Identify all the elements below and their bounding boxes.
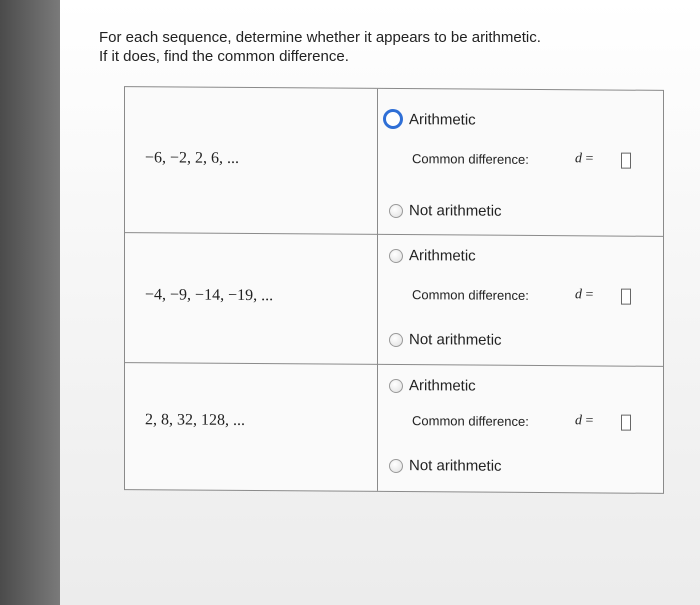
question-line-1: For each sequence, determine whether it appears to be arithmetic. bbox=[99, 29, 541, 46]
radio-button[interactable] bbox=[389, 248, 403, 262]
equals-sign: = bbox=[582, 413, 594, 429]
common-difference-label: Common difference: bbox=[412, 287, 529, 303]
d-equals-label bbox=[575, 413, 593, 429]
arithmetic-label: Arithmetic bbox=[409, 377, 476, 395]
d-variable: d bbox=[575, 413, 582, 429]
common-difference-label: Common difference: bbox=[412, 151, 529, 167]
radio-button[interactable] bbox=[389, 378, 403, 392]
sequence-text: −6, −2, 2, 6, ... bbox=[145, 149, 240, 167]
arithmetic-option[interactable] bbox=[389, 377, 476, 395]
sequence-text: −4, −9, −14, −19, ... bbox=[145, 286, 274, 305]
d-variable: d bbox=[575, 287, 582, 303]
equals-sign: = bbox=[582, 151, 594, 167]
not-arithmetic-label: Not arithmetic bbox=[409, 331, 502, 349]
not-arithmetic-option[interactable] bbox=[389, 202, 502, 220]
radio-button[interactable] bbox=[389, 203, 403, 217]
d-variable: d bbox=[575, 151, 582, 167]
table-row bbox=[125, 87, 663, 237]
d-equals-label bbox=[575, 151, 593, 167]
radio-button[interactable] bbox=[389, 458, 403, 472]
not-arithmetic-option[interactable] bbox=[389, 457, 502, 475]
background-edge bbox=[0, 0, 60, 605]
arithmetic-label: Arithmetic bbox=[409, 110, 476, 129]
equals-sign: = bbox=[582, 287, 594, 303]
not-arithmetic-label: Not arithmetic bbox=[409, 202, 502, 220]
common-difference-label: Common difference: bbox=[412, 413, 529, 429]
arithmetic-label: Arithmetic bbox=[409, 247, 476, 265]
table-row bbox=[125, 363, 663, 495]
common-difference-input[interactable] bbox=[621, 153, 631, 169]
arithmetic-option[interactable] bbox=[389, 247, 476, 265]
d-equals-label bbox=[575, 287, 593, 303]
arithmetic-option[interactable] bbox=[383, 109, 476, 130]
radio-button[interactable] bbox=[389, 332, 403, 346]
radio-button[interactable] bbox=[383, 109, 403, 129]
not-arithmetic-option[interactable] bbox=[389, 331, 502, 349]
common-difference-input[interactable] bbox=[621, 289, 631, 305]
not-arithmetic-label: Not arithmetic bbox=[409, 457, 502, 475]
common-difference-input[interactable] bbox=[621, 415, 631, 431]
question-prompt bbox=[99, 28, 679, 66]
question-line-2: If it does, find the common difference. bbox=[99, 48, 349, 65]
sequence-text: 2, 8, 32, 128, ... bbox=[145, 411, 245, 429]
sequence-table bbox=[124, 86, 664, 494]
table-row bbox=[125, 233, 663, 367]
